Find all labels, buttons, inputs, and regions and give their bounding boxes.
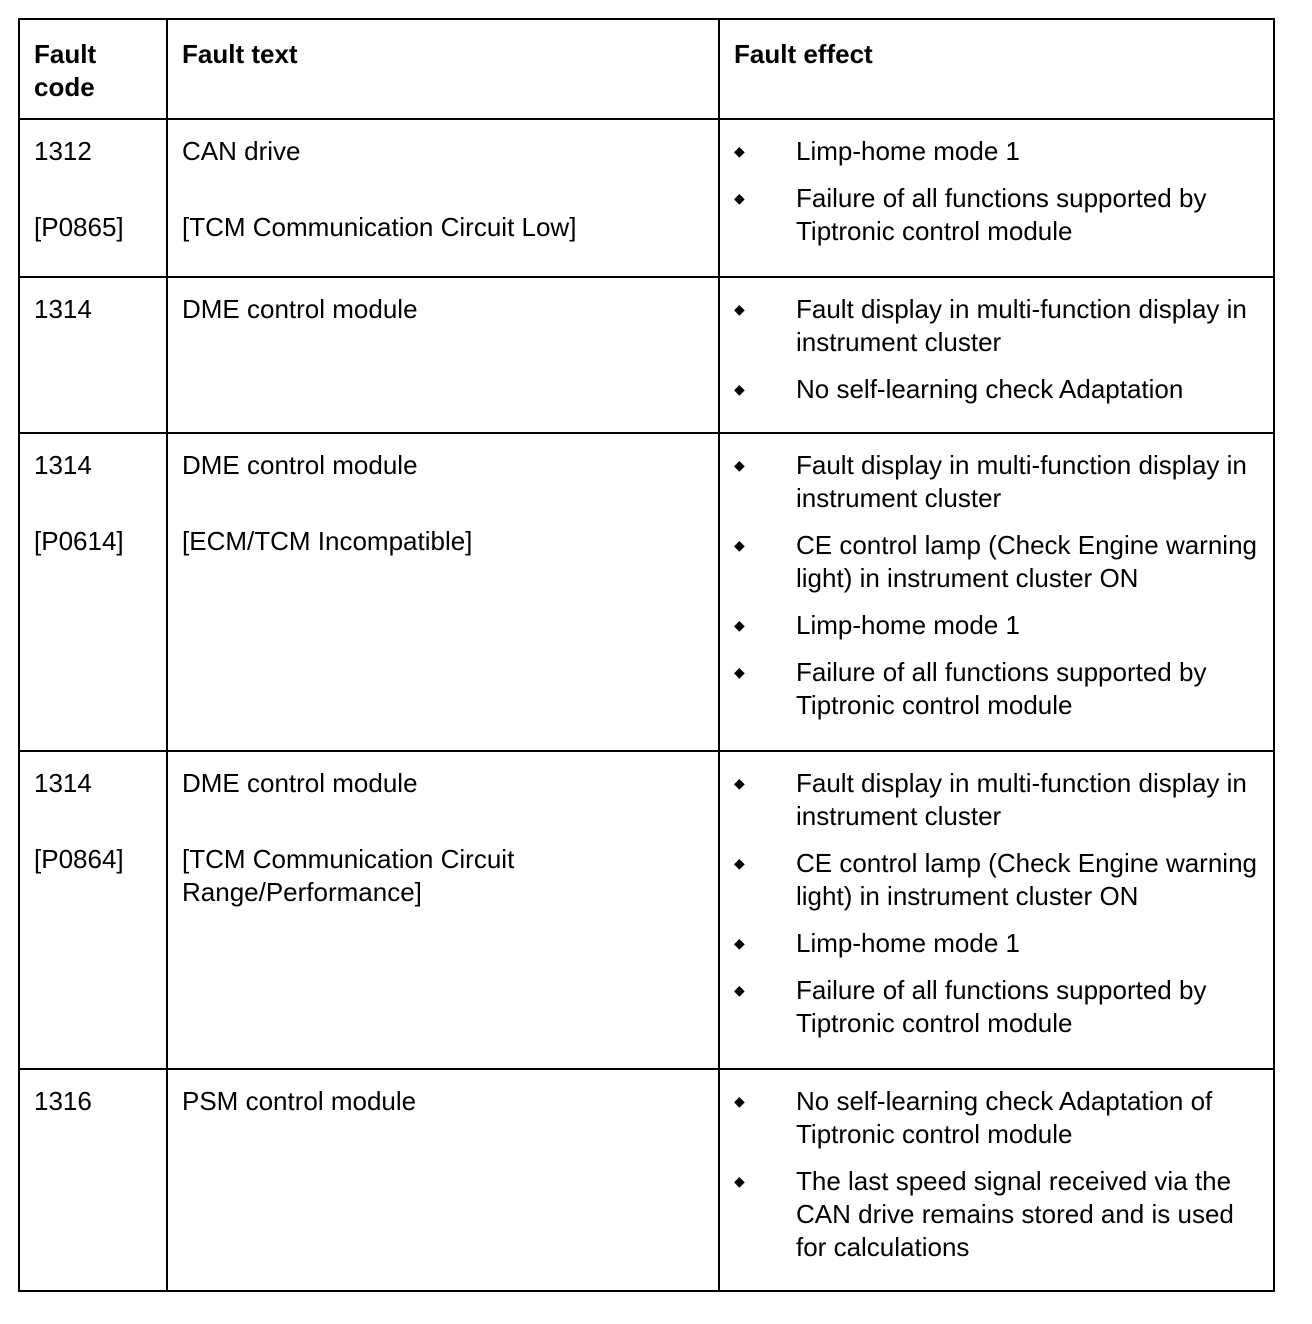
fault-code-cell bbox=[19, 119, 167, 277]
obd-code: [P0865] bbox=[34, 212, 124, 242]
fault-effect-text: Limp-home mode 1 bbox=[796, 136, 1020, 166]
fault-effect-text: Fault display in multi-function display in instrument cluster bbox=[796, 450, 1247, 513]
fault-effect-item bbox=[734, 974, 1263, 1040]
header-row bbox=[19, 19, 1274, 119]
diamond-bullet-icon: ◆ bbox=[734, 935, 745, 951]
obd-description: [TCM Communication Circuit Low] bbox=[182, 212, 577, 242]
diamond-bullet-icon: ◆ bbox=[734, 143, 745, 159]
fault-effect-text: Failure of all functions supported by Tiptronic control module bbox=[796, 657, 1207, 720]
fault-code: 1312 bbox=[34, 136, 92, 166]
fault-effect-text: Failure of all functions supported by Tiptronic control module bbox=[796, 975, 1207, 1038]
header-fault-code bbox=[19, 19, 167, 119]
header-fault-text: Fault text bbox=[167, 19, 719, 119]
fault-effect-text: Fault display in multi-function display in instrument cluster bbox=[796, 294, 1247, 357]
fault-effect-item bbox=[734, 449, 1263, 515]
fault-text-cell bbox=[167, 119, 719, 277]
obd-description: [ECM/TCM Incompatible] bbox=[182, 526, 473, 556]
fault-code: 1314 bbox=[34, 768, 92, 798]
fault-code-cell bbox=[19, 751, 167, 1069]
fault-text-cell bbox=[167, 751, 719, 1069]
fault-effect-item bbox=[734, 182, 1263, 248]
fault-text: DME control module bbox=[182, 768, 418, 798]
table-row bbox=[19, 751, 1274, 1069]
fault-effect-list bbox=[720, 278, 1273, 416]
fault-effect-text: CE control lamp (Check Engine warning light) in instrument cluster ON bbox=[796, 530, 1257, 593]
diamond-bullet-icon: ◆ bbox=[734, 775, 745, 791]
fault-effect-item bbox=[734, 656, 1263, 722]
diamond-bullet-icon: ◆ bbox=[734, 982, 745, 998]
table-row bbox=[19, 119, 1274, 277]
fault-text: PSM control module bbox=[182, 1086, 417, 1116]
table-row bbox=[19, 277, 1274, 433]
header-fault-effect: Fault effect bbox=[719, 19, 1274, 119]
diamond-bullet-icon: ◆ bbox=[734, 190, 745, 206]
fault-effect-list bbox=[720, 752, 1273, 1050]
obd-code: [P0614] bbox=[34, 526, 124, 556]
fault-effect-text: No self-learning check Adaptation of Tiptronic control module bbox=[796, 1086, 1213, 1149]
fault-effect-cell bbox=[719, 277, 1274, 433]
fault-effect-item bbox=[734, 847, 1263, 913]
fault-text: DME control module bbox=[182, 294, 418, 324]
fault-effect-text: No self-learning check Adaptation bbox=[796, 374, 1184, 404]
fault-effect-item bbox=[734, 927, 1263, 960]
fault-effect-item bbox=[734, 767, 1263, 833]
fault-effect-cell bbox=[719, 433, 1274, 751]
fault-effect-text: CE control lamp (Check Engine warning light) in instrument cluster ON bbox=[796, 848, 1257, 911]
fault-table bbox=[18, 18, 1275, 1292]
fault-effect-cell bbox=[719, 1069, 1274, 1291]
fault-text-cell bbox=[167, 433, 719, 751]
fault-effect-cell bbox=[719, 119, 1274, 277]
fault-code-cell bbox=[19, 433, 167, 751]
diamond-bullet-icon: ◆ bbox=[734, 381, 745, 397]
fault-effect-list bbox=[720, 120, 1273, 258]
fault-effect-item bbox=[734, 1165, 1263, 1264]
fault-effect-list bbox=[720, 1070, 1273, 1274]
header-fault-code-label: Fault code bbox=[34, 39, 97, 102]
fault-effect-item bbox=[734, 529, 1263, 595]
fault-effect-item bbox=[734, 1085, 1263, 1151]
fault-effect-item bbox=[734, 135, 1263, 168]
diamond-bullet-icon: ◆ bbox=[734, 855, 745, 871]
fault-code-cell bbox=[19, 277, 167, 433]
obd-code: [P0864] bbox=[34, 844, 124, 874]
diamond-bullet-icon: ◆ bbox=[734, 537, 745, 553]
fault-effect-text: Limp-home mode 1 bbox=[796, 610, 1020, 640]
fault-effect-list bbox=[720, 434, 1273, 732]
fault-text: DME control module bbox=[182, 450, 418, 480]
fault-text: CAN drive bbox=[182, 136, 301, 166]
fault-effect-text: Failure of all functions supported by Tiptronic control module bbox=[796, 183, 1207, 246]
fault-effect-item bbox=[734, 609, 1263, 642]
fault-effect-text: The last speed signal received via the CAN drive remains stored and is used for calculations bbox=[796, 1166, 1234, 1262]
fault-code: 1314 bbox=[34, 294, 92, 324]
diamond-bullet-icon: ◆ bbox=[734, 664, 745, 680]
fault-code-cell bbox=[19, 1069, 167, 1291]
obd-description: [TCM Communication Circuit Range/Performance] bbox=[182, 844, 515, 907]
diamond-bullet-icon: ◆ bbox=[734, 457, 745, 473]
diamond-bullet-icon: ◆ bbox=[734, 1093, 745, 1109]
diamond-bullet-icon: ◆ bbox=[734, 301, 745, 317]
table-row bbox=[19, 1069, 1274, 1291]
fault-code: 1314 bbox=[34, 450, 92, 480]
table-row bbox=[19, 433, 1274, 751]
fault-effect-text: Limp-home mode 1 bbox=[796, 928, 1020, 958]
fault-effect-cell bbox=[719, 751, 1274, 1069]
fault-text-cell bbox=[167, 1069, 719, 1291]
fault-code: 1316 bbox=[34, 1086, 92, 1116]
fault-text-cell bbox=[167, 277, 719, 433]
fault-effect-item bbox=[734, 293, 1263, 359]
fault-effect-text: Fault display in multi-function display in instrument cluster bbox=[796, 768, 1247, 831]
fault-effect-item bbox=[734, 373, 1263, 406]
diamond-bullet-icon: ◆ bbox=[734, 1173, 745, 1189]
diamond-bullet-icon: ◆ bbox=[734, 617, 745, 633]
